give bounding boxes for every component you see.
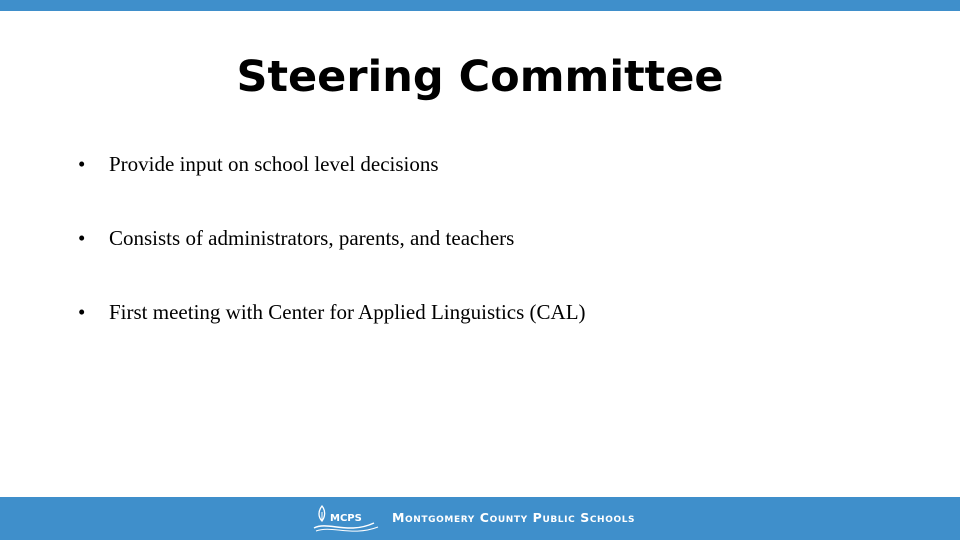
logo-text: MCPS bbox=[330, 513, 362, 524]
bullet-marker: • bbox=[78, 226, 86, 250]
top-accent-bar bbox=[0, 0, 960, 11]
bullet-text: Consists of administrators, parents, and teachers bbox=[109, 226, 515, 250]
organization-name: Montgomery County Public Schools bbox=[392, 510, 636, 525]
bullet-marker: • bbox=[78, 300, 86, 324]
bullet-text: Provide input on school level decisions bbox=[109, 152, 439, 176]
mcps-logo bbox=[308, 501, 388, 537]
bullet-text: First meeting with Center for Applied Linguistics (CAL) bbox=[109, 300, 586, 324]
bullet-marker: • bbox=[78, 152, 86, 176]
footer-bar bbox=[0, 497, 960, 540]
slide-title: Steering Committee bbox=[236, 52, 724, 102]
